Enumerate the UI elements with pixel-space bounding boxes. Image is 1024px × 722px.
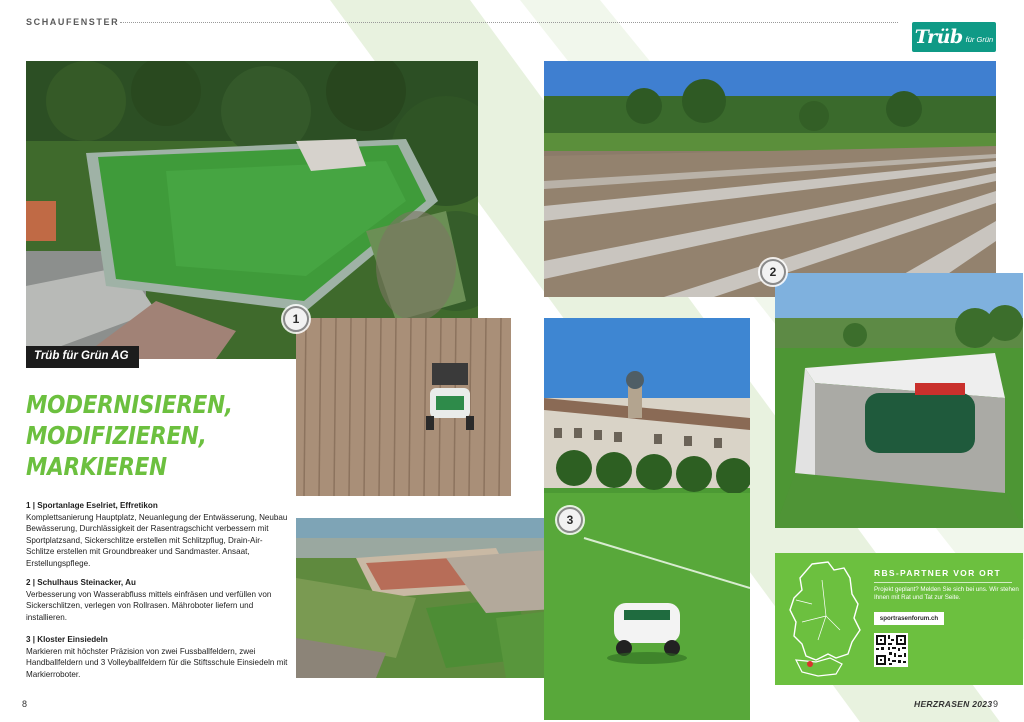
logo-tagline: für Grün [965,34,994,44]
partner-divider [874,582,1012,583]
photo-number-badge-2: 2 [760,259,786,285]
project-1-heading: 1 | Sportanlage Eselriet, Effretikon [26,501,158,510]
project-3-body: Markieren mit höchster Präzision von zwei Fussballfeldern, zwei Handballfeldern und 3 Volleyballfeldern für die Stiftsschule Einsiedeln mit Markierroboter. [26,646,288,679]
photo-tractor-top-view [296,318,511,496]
project-2-body: Verbesserung von Wasserabfluss mittels einfräsen und verfüllen von Sickerschlitzen, verlegen von Rollrasen. Mähroboter liefern und installieren. [26,589,272,622]
headline-line-2: MODIFIZIEREN, [26,421,207,450]
qr-code-icon[interactable] [874,633,908,667]
photo-aerial-sports-field [26,61,478,359]
project-1 [26,500,288,569]
project-1-body: Komplettsanierung Hauptplatz, Neuanlegung der Entwässerung, Neubau Bewässerung, Durchlässigkeit der Rasentragschicht verbessern mit Sportplatzsand, Sickerschlitze erstellen mit Schlitzpflug, Drain-Air-Schlitze erstellen mit Groundbreaker und Sandmaster. Ansaat, Erstellungspflege. [26,512,288,568]
publication-name: HERZRASEN 2023 [914,699,993,709]
page-number-right: 9 [993,699,999,709]
brand-logo [912,22,996,52]
partner-title: RBS-PARTNER VOR ORT [874,568,1002,578]
project-3 [26,634,288,680]
photo-number-badge-1: 1 [283,306,309,332]
section-label: SCHAUFENSTER [26,17,120,27]
company-tag-label: Trüb für Grün AG [26,346,139,368]
germany-switzerland-map-icon [782,560,868,678]
partner-url-link[interactable]: sportrasenforum.ch [874,612,944,625]
article-headline [26,389,296,482]
headline-line-3: MARKIEREN [26,452,167,481]
project-2 [26,577,288,623]
photo-aerial-monastery [296,518,572,678]
project-2-heading: 2 | Schulhaus Steinacker, Au [26,578,136,587]
header-dotted-rule [120,22,898,23]
photo-number-badge-3: 3 [557,507,583,533]
photo-robotic-mower-garage [775,273,1023,528]
headline-line-1: MODERNISIEREN, [26,390,233,419]
page-number-left: 8 [22,699,28,709]
project-3-heading: 3 | Kloster Einsiedeln [26,635,108,644]
partner-text: Projekt geplant? Melden Sie sich bei uns. Wir stehen Ihnen mit Rat und Tat zur Seite. [874,586,1019,602]
logo-wordmark: Trüb [914,26,963,48]
